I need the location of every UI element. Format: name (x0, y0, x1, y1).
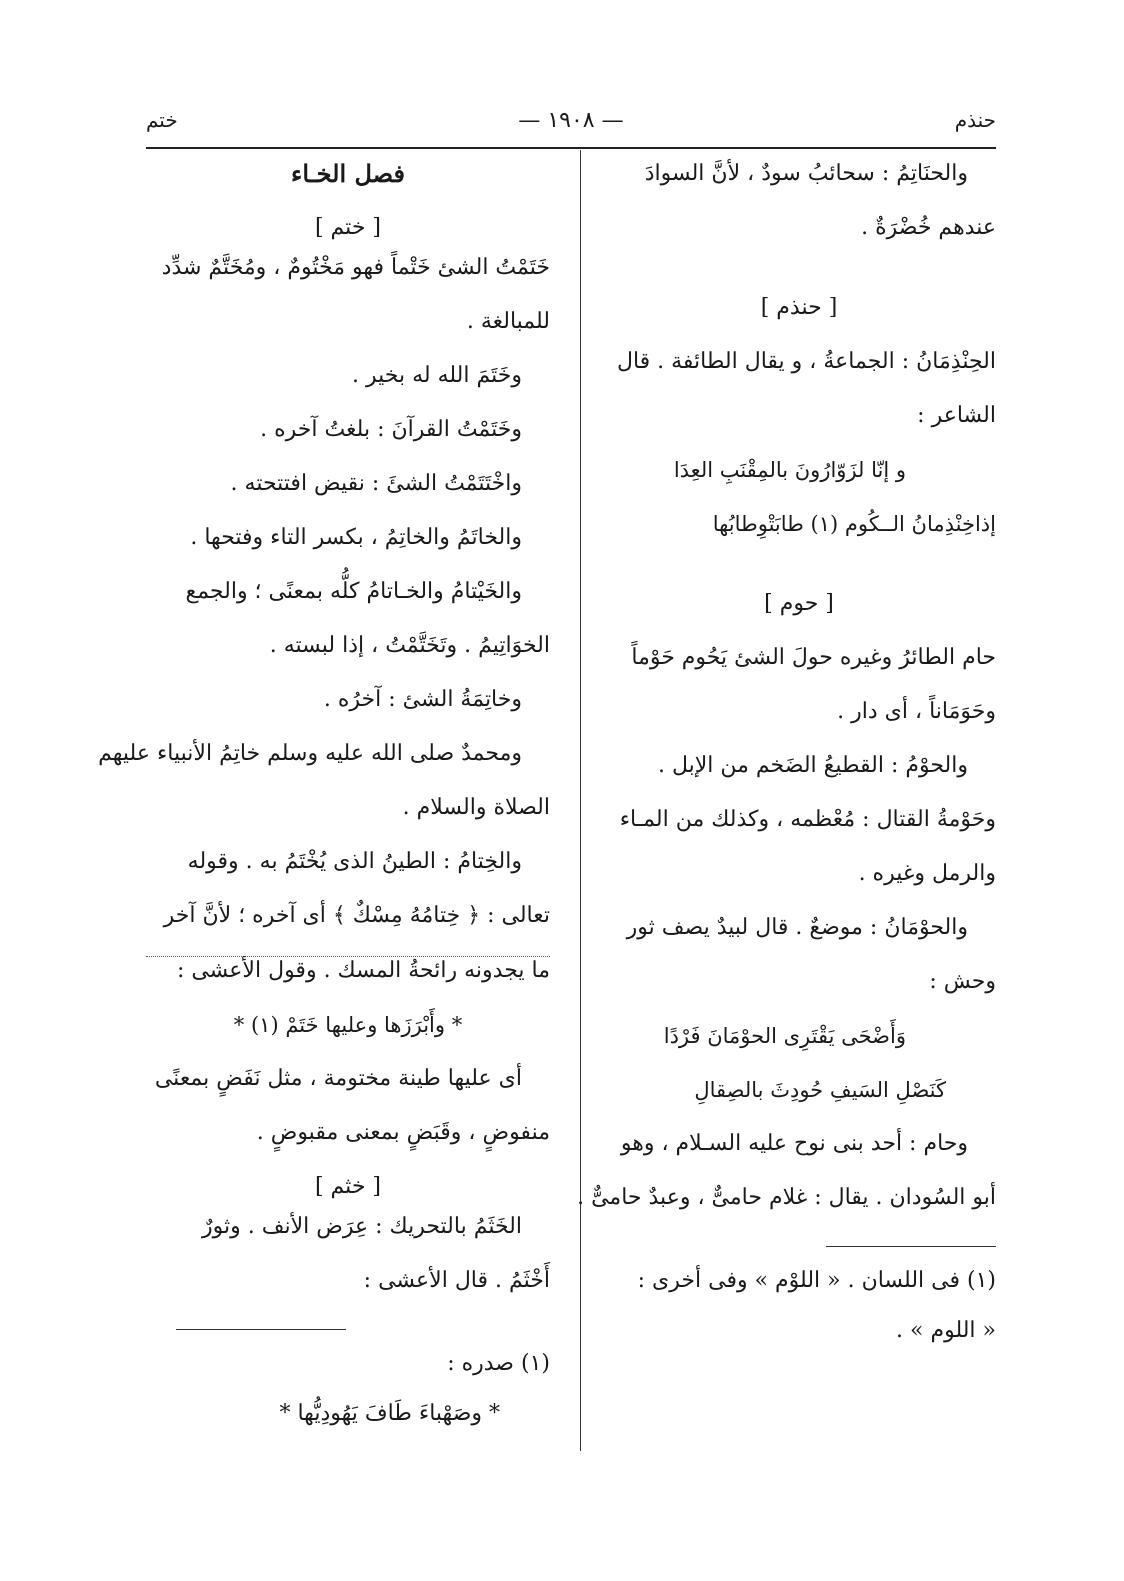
entry-heading: [ خثم ] (314, 1174, 382, 1199)
entry-heading: [ حوم ] (764, 591, 834, 616)
section-title: فصل الخـاء (291, 159, 405, 188)
footnote-line: (١) صدره : (447, 1351, 550, 1376)
verse-line: كَنَصْلِ السَيفِ حُودِثَ بالصِقالِ (694, 1078, 946, 1102)
text-line: ومحمدٌ صلى الله عليه وسلم خاتِمُ الأنبياء عليهم (98, 741, 522, 766)
text-line: والحوْمَانُ : موضعٌ . قال لبيدٌ يصف ثور (626, 915, 968, 940)
entry-heading: [ ختم ] (314, 215, 382, 240)
text-line: أى عليها طينة مختومة ، مثل نَفَضٍ بمعنًى (154, 1066, 522, 1091)
column-divider (580, 150, 581, 1451)
text-line: أبو السُودان . يقال : غلام حامىٌّ ، وعبدٌ حامىٌّ . (577, 1185, 996, 1210)
text-line: حام الطائرُ وغيره حولَ الشئ يَحُوم حَوْماً (631, 645, 996, 670)
text-line: والخِتامُ : الطينُ الذى يُخْتَمُ به . وقوله (187, 849, 522, 874)
text-line: وحَوْمةُ القتال : مُعْظمه ، وكذلك من المـاء (619, 807, 996, 832)
text-line: الصلاة والسلام . (402, 795, 550, 820)
text-line: وحَوَمَاناً ، أى دار . (837, 699, 996, 724)
text-line: والخاتَمُ والخاتِمُ ، بكسر التاء وفتحها . (190, 525, 522, 550)
text-line: أَخْثَمُ . قال الأعشى : (363, 1268, 550, 1293)
left-column (98, 159, 550, 1450)
verse-line: إذاخِنْذِمانُ الــكُوم (١) طابَتْوِطابُها (712, 512, 996, 536)
text-line: الحِنْذِمَانُ : الجماعةُ ، و يقال الطائفة . قال (616, 349, 996, 374)
text-line: ما يجدونه رائحةُ المسك . وقول الأعشى : (176, 958, 550, 983)
footnote-line: « اللوم » . (896, 1318, 996, 1343)
text-line: وخَتَمَ الله له بخير . (352, 363, 522, 388)
verse-line: و إنّا لزَوّارُونَ بالمِقْنَبِ العِدَا (673, 458, 906, 482)
text-line: منفوضٍ ، وقَبَضٍ بمعنى مقبوضٍ . (256, 1120, 550, 1145)
text-line: والحنَاتِمُ : سحائبُ سودٌ ، لأنَّ السوادَ (644, 161, 968, 186)
verse-line: * وأَبْرَزَها وعليها خَتَمْ (١) * (233, 1013, 463, 1037)
verse-line: وَأَضْحَى يَقْتَرِى الحوْمَانَ فَرْدًا (663, 1024, 906, 1048)
text-line: والخَيْتامُ والخـاتامُ كلُّه بمعنًى ؛ والجمع (185, 579, 522, 604)
text-line: واخْتَتَمْتُ الشئَ : نقيض افتتحته . (230, 471, 522, 496)
footnote-line: (١) فى اللسان . « اللوْم » وفى أخرى : (637, 1268, 996, 1293)
page-header (146, 108, 996, 138)
text-line: الخوَاتِيمُ . وتَخَتَّمْتُ ، إذا لبسته . (269, 633, 550, 658)
page-number: — ١٩٠٨ — (518, 108, 624, 133)
footnote-rule (176, 1329, 346, 1330)
header-rule (146, 147, 996, 149)
right-column (577, 160, 996, 1367)
text-line: وحش : (929, 969, 996, 994)
text-line: تعالى : ﴿ خِتامُهُ مِسْكٌ ﴾ أى آخره ؛ لأنَّ آخر (146, 902, 550, 957)
text-line: وخَتَمْتُ القرآنَ : بلغتُ آخره . (260, 417, 522, 442)
text-line: عندهم خُضْرَةٌ . (861, 215, 996, 240)
header-entry-right: حنذم (954, 108, 996, 132)
text-line: وخاتِمَةُ الشئ : آخرُه . (323, 687, 522, 712)
text-line: وحام : أحد بنى نوح عليه السـلام ، وهو (620, 1131, 968, 1156)
footnote-line: * وصَهْباءَ طَافَ يَهُودِيُّها * (279, 1401, 500, 1426)
text-line: خَتَمْتُ الشئ خَتْماً فهو مَخْتُومٌ ، ومُخَتَّمٌ شدِّد (161, 255, 550, 280)
text-line: والحوْمُ : القطيعُ الضَخم من الإبل . (657, 753, 968, 778)
text-line: والرمل وغيره . (858, 861, 996, 886)
footnote-rule (826, 1246, 996, 1247)
text-line: الشاعر : (917, 403, 996, 428)
text-line: الخَثَمُ بالتحريك : عِرَض الأنف . وثورٌ (202, 1214, 522, 1239)
header-entry-left: ختم (146, 108, 178, 132)
entry-heading: [ حنذم ] (760, 295, 838, 320)
text-line: للمبالغة . (466, 309, 550, 334)
